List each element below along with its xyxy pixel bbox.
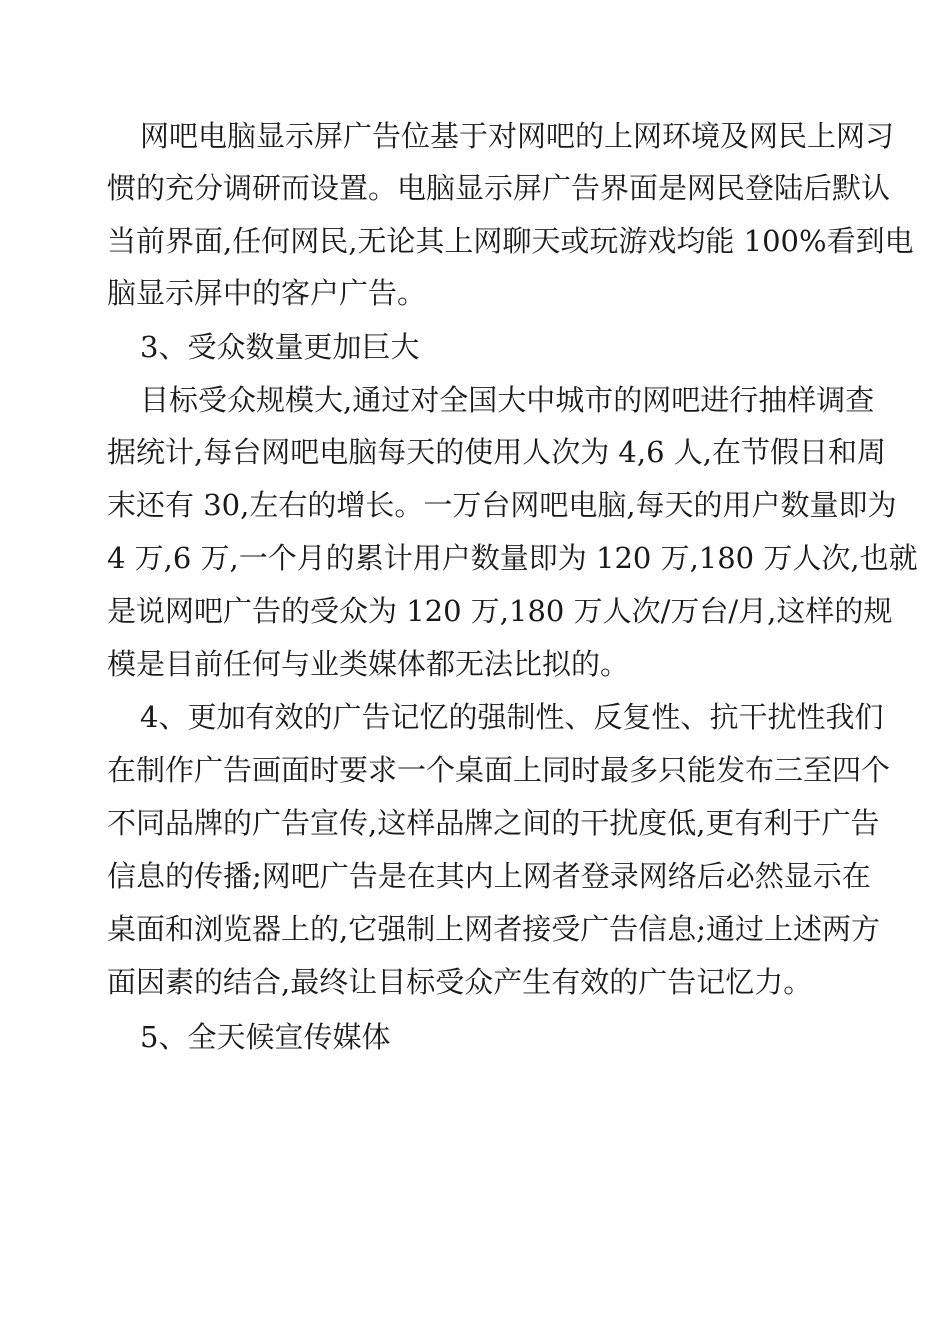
text-line: 桌面和浏览器上的,它强制上网者接受广告信息;通过上述两方	[107, 912, 880, 946]
text-line: 网吧电脑显示屏广告位基于对网吧的上网环境及网民上网习	[140, 119, 895, 153]
text-line: 在制作广告画面时要求一个桌面上同时最多只能发布三至四个	[107, 753, 891, 787]
section-heading: 3、受众数量更加巨大	[140, 330, 420, 364]
text-line: 目标受众规模大,通过对全国大中城市的网吧进行抽样调查	[140, 383, 875, 417]
text-line: 惯的充分调研而设置。电脑显示屏广告界面是网民登陆后默认	[107, 171, 891, 205]
text-line: 据统计,每台网吧电脑每天的使用人次为 4,6 人,在节假日和周	[107, 435, 886, 469]
text-line: 不同品牌的广告宣传,这样品牌之间的干扰度低,更有利于广告	[107, 806, 880, 840]
text-line: 当前界面,任何网民,无论其上网聊天或玩游戏均能 100%看到电	[107, 224, 914, 258]
text-line: 模是目前任何与业类媒体都无法比拟的。	[107, 647, 630, 681]
text-line: 信息的传播;网吧广告是在其内上网者登录网络后必然显示在	[107, 859, 871, 893]
section-heading: 5、全天候宣传媒体	[140, 1020, 391, 1054]
section-heading: 4、更加有效的广告记忆的强制性、反复性、抗干扰性我们	[140, 700, 884, 734]
text-line: 4 万,6 万,一个月的累计用户数量即为 120 万,180 万人次,也就	[107, 541, 918, 575]
text-line: 脑显示屏中的客户广告。	[107, 276, 427, 310]
text-line: 是说网吧广告的受众为 120 万,180 万人次/万台/月,这样的规	[107, 594, 893, 628]
text-line: 末还有 30,左右的增长。一万台网吧电脑,每天的用户数量即为	[107, 488, 897, 522]
text-line: 面因素的结合,最终让目标受众产生有效的广告记忆力。	[107, 965, 813, 999]
